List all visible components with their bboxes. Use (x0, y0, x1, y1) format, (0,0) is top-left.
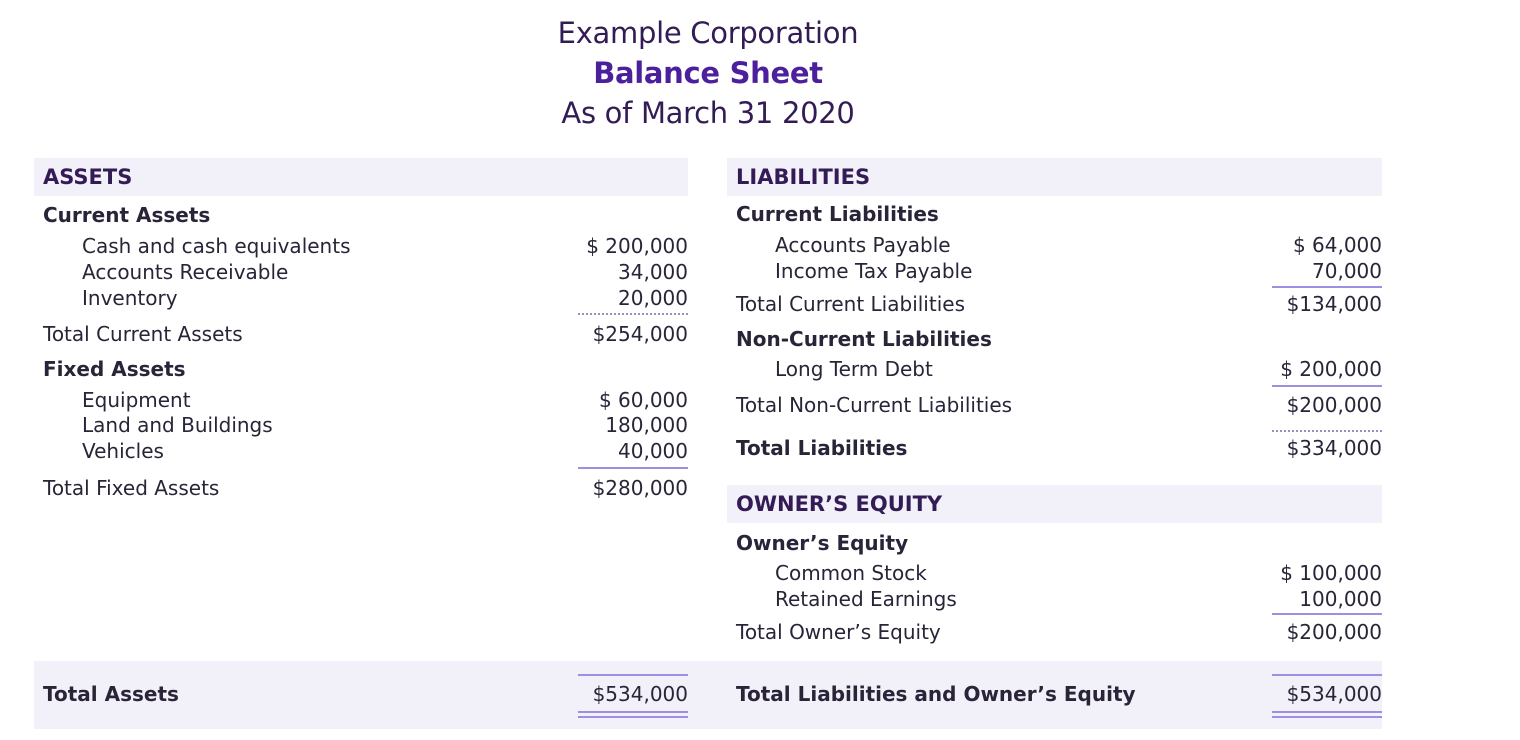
asset-item-value: $ 200,000 (586, 234, 688, 258)
asset-item-value: 180,000 (605, 413, 688, 437)
total-fixed-assets-value: $280,000 (592, 476, 688, 500)
liability-item-value: 70,000 (1312, 259, 1382, 283)
subtotal-rule (1272, 613, 1382, 615)
equity-item-label: Common Stock (775, 561, 927, 585)
double-underline (578, 711, 688, 718)
total-rule (578, 674, 688, 676)
equity-item-value: $ 100,000 (1280, 561, 1382, 585)
asset-item-label: Accounts Receivable (82, 260, 289, 284)
total-current-liabilities-label: Total Current Liabilities (736, 292, 965, 316)
subtotal-rule (1272, 430, 1382, 432)
owners-equity-header: OWNER’S EQUITY (727, 485, 1382, 523)
total-assets-value: $534,000 (592, 682, 688, 706)
liability-item-label: Income Tax Payable (775, 259, 973, 283)
asset-item-label: Vehicles (82, 439, 164, 463)
grand-total-band (34, 661, 1382, 729)
asset-item-label: Land and Buildings (82, 413, 273, 437)
total-rule (1272, 674, 1382, 676)
equity-item-label: Retained Earnings (775, 587, 957, 611)
subtotal-rule (1272, 385, 1382, 387)
report-title: Balance Sheet (593, 56, 823, 90)
total-current-assets-label: Total Current Assets (43, 322, 243, 346)
asset-item-label: Inventory (82, 286, 178, 310)
total-owners-equity-value: $200,000 (1286, 620, 1382, 644)
current-assets-heading: Current Assets (43, 203, 211, 227)
liability-item-value: $ 200,000 (1280, 357, 1382, 381)
liability-item-label: Accounts Payable (775, 233, 951, 257)
asset-item-value: 20,000 (618, 286, 688, 310)
double-underline (1272, 711, 1382, 718)
liability-item-label: Long Term Debt (775, 357, 933, 381)
asset-item-value: 34,000 (618, 260, 688, 284)
noncurrent-liabilities-heading: Non-Current Liabilities (736, 327, 992, 351)
total-current-liabilities-value: $134,000 (1286, 292, 1382, 316)
grand-total-label: Total Liabilities and Owner’s Equity (736, 682, 1136, 706)
total-owners-equity-label: Total Owner’s Equity (736, 620, 941, 644)
asset-item-value: $ 60,000 (598, 388, 688, 412)
equity-item-value: 100,000 (1299, 587, 1382, 611)
subtotal-rule (578, 467, 688, 469)
grand-total-value: $534,000 (1286, 682, 1382, 706)
total-noncurrent-liabilities-label: Total Non-Current Liabilities (736, 393, 1013, 417)
total-liabilities-label: Total Liabilities (736, 436, 908, 460)
subtotal-rule (578, 313, 688, 315)
subtotal-rule (1272, 286, 1382, 288)
total-noncurrent-liabilities-value: $200,000 (1286, 393, 1382, 417)
total-current-assets-value: $254,000 (592, 322, 688, 346)
total-fixed-assets-label: Total Fixed Assets (43, 476, 220, 500)
owners-equity-subheading: Owner’s Equity (736, 531, 909, 555)
liability-item-value: $ 64,000 (1292, 233, 1382, 257)
total-liabilities-value: $334,000 (1286, 436, 1382, 460)
asset-item-label: Cash and cash equivalents (82, 234, 351, 258)
assets-header: ASSETS (34, 158, 688, 196)
asset-item-label: Equipment (82, 388, 191, 412)
liabilities-header: LIABILITIES (727, 158, 1382, 196)
total-assets-label: Total Assets (43, 682, 179, 706)
company-name: Example Corporation (557, 16, 859, 50)
fixed-assets-heading: Fixed Assets (43, 357, 186, 381)
asset-item-value: 40,000 (618, 439, 688, 463)
report-date: As of March 31 2020 (561, 96, 855, 130)
current-liabilities-heading: Current Liabilities (736, 202, 939, 226)
